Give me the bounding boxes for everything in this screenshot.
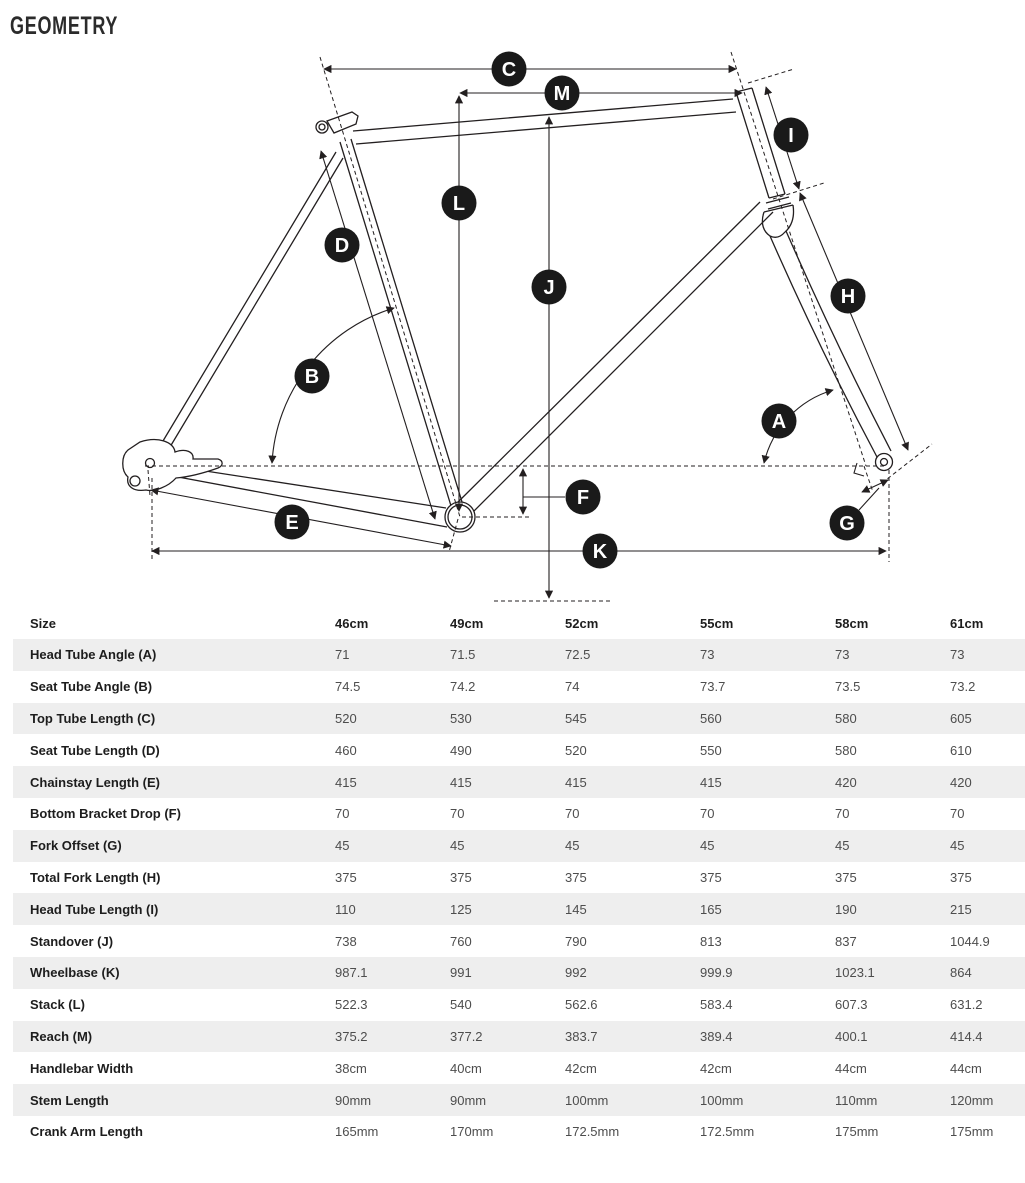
row-label: Reach (M)	[30, 1028, 93, 1044]
cell-46cm: 90mm	[335, 1092, 372, 1108]
svg-text:A: A	[771, 411, 787, 433]
cell-61cm: 120mm	[950, 1092, 994, 1108]
cell-58cm: 400.1	[835, 1028, 868, 1044]
construction-lines	[145, 52, 932, 601]
label-circle-E	[275, 505, 310, 540]
dim-H	[800, 193, 908, 450]
col-header-58cm: 58cm	[835, 616, 869, 631]
cell-49cm: 170mm	[450, 1124, 494, 1140]
cell-55cm: 172.5mm	[700, 1124, 755, 1140]
cell-58cm: 73	[835, 647, 850, 663]
col-header-46cm: 46cm	[335, 616, 369, 631]
cell-52cm: 45	[565, 838, 580, 854]
head-tube-bottom-ext	[773, 183, 824, 199]
cell-55cm: 42cm	[700, 1060, 732, 1076]
cell-46cm: 45	[335, 838, 350, 854]
label-circle-K	[583, 534, 618, 569]
cell-61cm: 73.2	[950, 679, 976, 695]
cell-46cm: 522.3	[335, 997, 368, 1013]
cell-46cm: 110	[335, 901, 356, 917]
cell-46cm: 38cm	[335, 1060, 367, 1076]
table-row	[13, 1116, 1025, 1148]
cell-49cm: 530	[450, 710, 472, 726]
svg-text:I: I	[788, 125, 794, 147]
cell-58cm: 70	[835, 806, 850, 822]
cell-61cm: 631.2	[950, 997, 983, 1013]
cell-61cm: 375	[950, 869, 972, 885]
table-row	[13, 1021, 1025, 1053]
cell-52cm: 72.5	[565, 647, 591, 663]
cell-55cm: 415	[700, 774, 722, 790]
cell-61cm: 73	[950, 647, 965, 663]
cell-61cm: 605	[950, 710, 972, 726]
geometry-table-head	[13, 608, 1025, 639]
table-row	[13, 766, 1025, 798]
table-row	[13, 830, 1025, 862]
label-circle-D	[325, 228, 360, 263]
cell-52cm: 520	[565, 742, 587, 758]
right-angle-mark	[854, 463, 864, 476]
col-header-size: Size	[30, 616, 57, 631]
cell-55cm: 100mm	[700, 1092, 744, 1108]
row-label: Crank Arm Length	[30, 1124, 143, 1140]
cell-61cm: 864	[950, 965, 972, 981]
cell-55cm: 73.7	[700, 679, 726, 695]
cell-46cm: 520	[335, 710, 357, 726]
cell-52cm: 790	[565, 933, 587, 949]
label-circle-G	[830, 506, 865, 541]
geometry-table-body	[13, 639, 1025, 1148]
cell-61cm: 414.4	[950, 1028, 983, 1044]
cell-46cm: 74.5	[335, 679, 361, 695]
cell-58cm: 837	[835, 933, 857, 949]
cell-61cm: 215	[950, 901, 972, 917]
table-row	[13, 893, 1025, 925]
table-row	[13, 639, 1025, 671]
cell-58cm: 1023.1	[835, 965, 875, 981]
table-row	[13, 862, 1025, 894]
cell-55cm: 165	[700, 901, 722, 917]
row-label: Total Fork Length (H)	[30, 869, 161, 885]
row-label: Bottom Bracket Drop (F)	[30, 806, 181, 822]
cell-46cm: 71	[335, 647, 350, 663]
cell-46cm: 738	[335, 933, 357, 949]
cell-46cm: 375	[335, 869, 357, 885]
row-label: Chainstay Length (E)	[30, 774, 161, 790]
cell-52cm: 74	[565, 679, 580, 695]
frame-drawing	[123, 88, 893, 532]
cell-58cm: 607.3	[835, 997, 868, 1013]
cell-49cm: 70	[450, 806, 465, 822]
svg-text:L: L	[452, 193, 466, 215]
cell-46cm: 460	[335, 742, 357, 758]
cell-58cm: 45	[835, 838, 850, 854]
row-label: Stem Length	[30, 1092, 109, 1108]
cell-52cm: 100mm	[565, 1092, 609, 1108]
cell-49cm: 45	[450, 838, 465, 854]
cell-58cm: 420	[835, 774, 857, 790]
cell-58cm: 580	[835, 742, 857, 758]
row-label: Head Tube Angle (A)	[30, 647, 157, 663]
cell-58cm: 110mm	[835, 1092, 878, 1108]
cell-49cm: 377.2	[450, 1028, 483, 1044]
row-label: Head Tube Length (I)	[30, 901, 159, 917]
dim-B-arc	[272, 308, 394, 463]
head-tube-top-ext	[748, 69, 794, 83]
cell-61cm: 45	[950, 838, 965, 854]
cell-49cm: 415	[450, 774, 472, 790]
label-circles	[275, 52, 866, 569]
row-label: Wheelbase (K)	[30, 965, 120, 981]
row-label: Top Tube Length (C)	[30, 710, 156, 726]
svg-text:K: K	[592, 541, 608, 563]
cell-61cm: 420	[950, 774, 972, 790]
cell-46cm: 165mm	[335, 1124, 379, 1140]
cell-49cm: 375	[450, 869, 472, 885]
cell-55cm: 813	[700, 933, 722, 949]
dim-D	[321, 151, 435, 519]
table-row	[13, 1052, 1025, 1084]
svg-text:J: J	[543, 277, 555, 299]
down-tube	[452, 202, 773, 521]
cell-61cm: 175mm	[950, 1124, 994, 1140]
dim-G-leader	[859, 488, 879, 510]
col-header-55cm: 55cm	[700, 616, 734, 631]
svg-text:D: D	[334, 235, 350, 257]
label-circle-A	[762, 404, 797, 439]
label-circle-B	[295, 359, 330, 394]
hanger-hole	[130, 476, 140, 486]
svg-text:G: G	[839, 513, 855, 535]
cell-58cm: 375	[835, 869, 857, 885]
row-label: Seat Tube Angle (B)	[30, 679, 153, 695]
label-circle-L	[442, 186, 477, 221]
cell-55cm: 583.4	[700, 997, 733, 1013]
steering-axis	[731, 52, 866, 466]
label-circle-J	[532, 270, 567, 305]
cell-52cm: 70	[565, 806, 580, 822]
cell-52cm: 375	[565, 869, 587, 885]
table-row	[13, 671, 1025, 703]
cell-49cm: 40cm	[450, 1060, 482, 1076]
seatpost-clamp	[327, 112, 358, 133]
row-label: Handlebar Width	[30, 1060, 134, 1076]
cell-58cm: 73.5	[835, 679, 861, 695]
table-header-row	[13, 608, 1025, 639]
cell-49cm: 760	[450, 933, 472, 949]
dim-G	[862, 480, 888, 492]
cell-61cm: 70	[950, 806, 965, 822]
table-row	[13, 734, 1025, 766]
cell-55cm: 45	[700, 838, 715, 854]
table-row	[13, 798, 1025, 830]
label-circle-I	[774, 118, 809, 153]
cell-52cm: 383.7	[565, 1028, 598, 1044]
col-header-49cm: 49cm	[450, 616, 484, 631]
cell-52cm: 172.5mm	[565, 1124, 620, 1140]
cell-49cm: 540	[450, 997, 472, 1013]
cell-55cm: 389.4	[700, 1028, 733, 1044]
cell-46cm: 375.2	[335, 1028, 368, 1044]
table-row	[13, 1084, 1025, 1116]
row-label: Standover (J)	[30, 933, 114, 949]
top-tube	[353, 99, 736, 144]
geometry-table	[13, 608, 1025, 1148]
seat-stays	[154, 152, 343, 462]
cell-49cm: 74.2	[450, 679, 476, 695]
cell-55cm: 70	[700, 806, 715, 822]
cell-49cm: 71.5	[450, 647, 476, 663]
table-row	[13, 925, 1025, 957]
cell-52cm: 415	[565, 774, 587, 790]
table-row	[13, 957, 1025, 989]
col-header-61cm: 61cm	[950, 616, 984, 631]
cell-52cm: 992	[565, 965, 587, 981]
cell-58cm: 580	[835, 710, 857, 726]
cell-55cm: 73	[700, 647, 715, 663]
label-circle-F	[566, 480, 601, 515]
cell-52cm: 145	[565, 901, 587, 917]
cell-61cm: 1044.9	[950, 933, 990, 949]
cell-58cm: 190	[835, 901, 857, 917]
cell-52cm: 562.6	[565, 997, 598, 1013]
cell-55cm: 560	[700, 710, 722, 726]
row-label: Stack (L)	[30, 997, 85, 1013]
cell-49cm: 991	[450, 965, 472, 981]
svg-text:M: M	[553, 83, 571, 105]
col-header-52cm: 52cm	[565, 616, 599, 631]
cell-46cm: 70	[335, 806, 350, 822]
table-row	[13, 703, 1025, 735]
row-label: Seat Tube Length (D)	[30, 742, 160, 758]
cell-52cm: 545	[565, 710, 587, 726]
svg-text:C: C	[501, 59, 517, 81]
label-circle-M	[545, 76, 580, 111]
svg-text:F: F	[576, 487, 590, 509]
page-title: GEOMETRY	[10, 12, 119, 40]
svg-text:B: B	[304, 366, 320, 388]
cell-55cm: 999.9	[700, 965, 733, 981]
cell-49cm: 90mm	[450, 1092, 487, 1108]
cell-55cm: 550	[700, 742, 722, 758]
table-row	[13, 989, 1025, 1021]
svg-text:H: H	[840, 286, 856, 308]
row-label: Fork Offset (G)	[30, 838, 122, 854]
cell-58cm: 175mm	[835, 1124, 879, 1140]
cell-61cm: 610	[950, 742, 972, 758]
cell-49cm: 125	[450, 901, 472, 917]
svg-text:E: E	[285, 512, 299, 534]
label-circle-H	[831, 279, 866, 314]
cell-52cm: 42cm	[565, 1060, 597, 1076]
cell-61cm: 44cm	[950, 1060, 982, 1076]
cell-55cm: 375	[700, 869, 722, 885]
cell-46cm: 987.1	[335, 965, 368, 981]
cell-49cm: 490	[450, 742, 472, 758]
cell-46cm: 415	[335, 774, 357, 790]
seat-tube-axis	[320, 57, 460, 517]
label-circle-C	[492, 52, 527, 87]
cell-58cm: 44cm	[835, 1060, 867, 1076]
